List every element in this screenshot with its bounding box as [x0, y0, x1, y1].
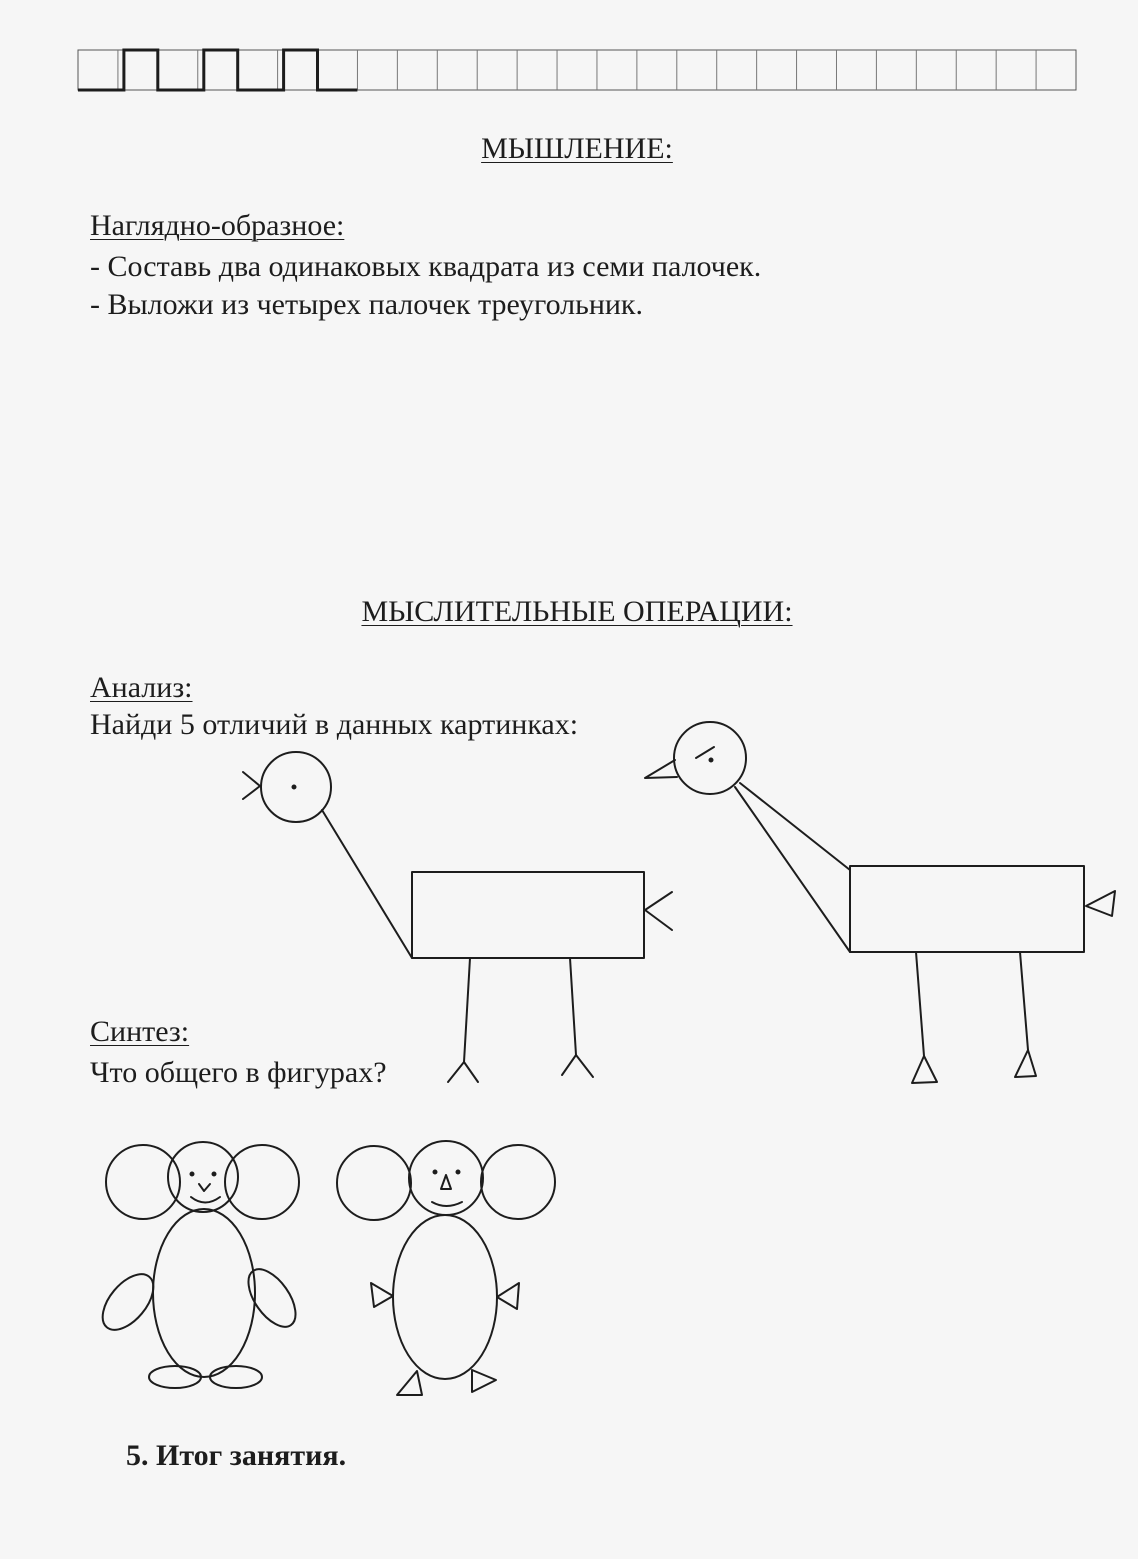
shape-figure-left	[93, 1142, 305, 1388]
bird-neck	[740, 783, 850, 870]
figure-foot	[149, 1366, 201, 1388]
visual-thinking-label: Наглядно-образное:	[90, 209, 345, 242]
figure-body	[153, 1209, 255, 1377]
synthesis-label: Синтез:	[90, 1015, 190, 1048]
bird-body	[412, 872, 644, 958]
figure-eye	[213, 1173, 216, 1176]
bird-foot	[448, 1062, 478, 1082]
figure-eye	[434, 1171, 437, 1174]
bird-foot	[912, 1056, 937, 1083]
figure-nose	[199, 1184, 210, 1191]
analysis-task: Найди 5 отличий в данных картинках:	[90, 708, 579, 741]
figure-head	[409, 1141, 483, 1215]
bird-leg	[916, 952, 924, 1056]
bird-eye	[293, 786, 296, 789]
bird-tail	[645, 892, 672, 930]
analysis-label: Анализ:	[90, 671, 193, 704]
lesson-summary: 5. Итог занятия.	[126, 1439, 347, 1472]
figure-arm	[371, 1283, 393, 1307]
heading-thinking: МЫШЛЕНИЕ:	[481, 132, 673, 165]
figure-ear	[337, 1146, 411, 1220]
bird-eye	[710, 759, 713, 762]
task-line: - Составь два одинаковых квадрата из семи палочек.	[90, 250, 762, 283]
bird-leg	[570, 958, 576, 1055]
shape-figure-right	[337, 1141, 555, 1395]
figure-mouth	[191, 1197, 220, 1203]
bird-figure-left	[243, 752, 672, 1082]
bird-brow	[696, 747, 714, 758]
task-line: - Выложи из четырех палочек треугольник.	[90, 288, 644, 321]
bird-beak	[645, 760, 677, 778]
bird-tail	[1086, 891, 1115, 916]
figure-foot	[397, 1371, 422, 1395]
bird-body	[850, 866, 1084, 952]
figure-ear	[225, 1145, 299, 1219]
figure-foot	[472, 1370, 496, 1392]
figure-body	[393, 1215, 497, 1379]
bird-foot	[1015, 1050, 1036, 1077]
figure-foot	[210, 1366, 262, 1388]
figure-nose	[441, 1175, 451, 1189]
heading-operations: МЫСЛИТЕЛЬНЫЕ ОПЕРАЦИИ:	[361, 595, 793, 628]
bird-leg	[1020, 952, 1028, 1050]
figure-arm	[497, 1283, 519, 1309]
bird-neck	[322, 810, 412, 958]
figure-ear	[481, 1145, 555, 1219]
figure-mouth	[432, 1202, 462, 1206]
figure-eye	[191, 1173, 194, 1176]
figure-arm	[239, 1261, 305, 1335]
bird-leg	[464, 958, 470, 1062]
bird-foot	[562, 1055, 593, 1077]
bird-figure-right	[645, 722, 1115, 1083]
synthesis-task: Что общего в фигурах?	[90, 1056, 387, 1089]
bird-neck	[735, 787, 850, 952]
figure-eye	[457, 1171, 460, 1174]
bird-beak	[243, 772, 260, 799]
